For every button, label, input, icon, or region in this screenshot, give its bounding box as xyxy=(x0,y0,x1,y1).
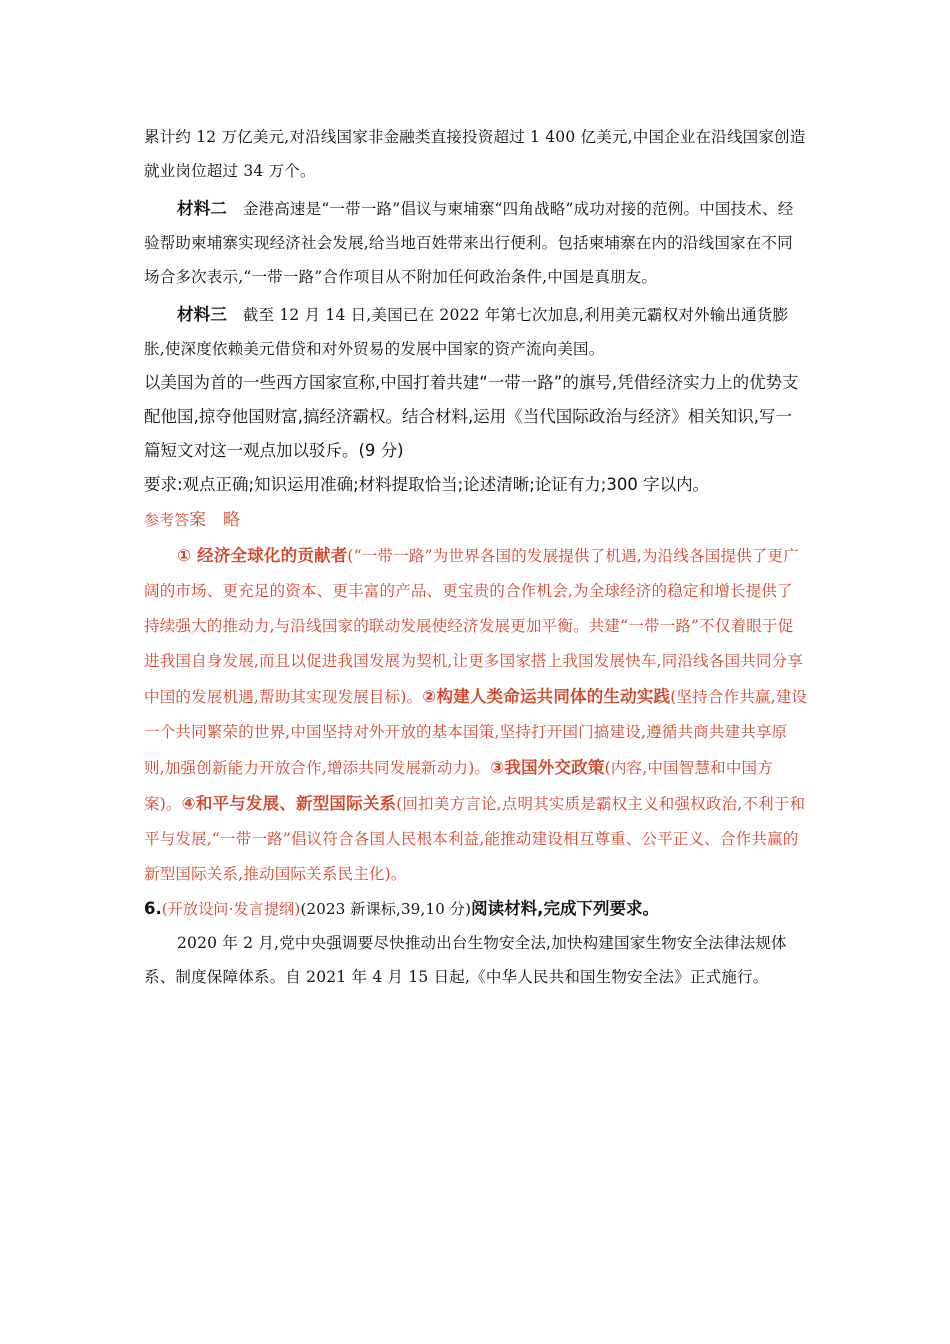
answer-keyword-2: ②构建人类命运共同体的生动实践 xyxy=(422,687,671,706)
answer-keyword-4: ④和平与发展、新型国际关系 xyxy=(181,794,397,813)
material-two-label: 材料二 xyxy=(177,199,228,218)
material-three-label: 材料三 xyxy=(177,305,228,324)
requirement-text: 要求:观点正确;知识运用准确;材料提取恰当;论述清晰;论证有力;300 字以内。 xyxy=(144,475,710,494)
material-one-continuation: 累计约 12 万亿美元,对沿线国家非金融类直接投资超过 1 400 亿美元,中国企业在沿线国家创造就业岗位超过 34 万个。 xyxy=(144,128,806,180)
answer-keyword-3: ③我国外交政策 xyxy=(490,758,605,777)
question-six-tag: (开放设问·发言提纲) xyxy=(161,900,301,918)
material-three xyxy=(144,298,808,366)
answer-heading xyxy=(144,502,808,538)
question-six-heading xyxy=(144,892,808,926)
question-text: 以美国为首的一些西方国家宣称,中国打着共建“一带一路”的旗号,凭借经济实力上的优势支配他国,掠夺他国财富,搞经济霸权。结合材料,运用《当代国际政治与经济》相关知识,写一篇短文对这一观点加以驳斥。(9 分) xyxy=(144,373,799,460)
answer-keyword-1: ① 经济全球化的贡献者 xyxy=(177,546,348,565)
answer-text-2: (坚持合作共赢,建设一个共同繁荣的世界,中国坚持对外开放的基本国策,坚持打开国门搞建设,遵循共商共建共享原则,加强创新能力开放合作,增添共同发展新动力)。 xyxy=(144,688,808,777)
question-six-material: 2020 年 2 月,党中央强调要尽快推动出台生物安全法,加快构建国家生物安全法律法规体系、制度保障体系。自 2021 年 4 月 15 日起,《中华人民共和国生物安全法》正式施行。 xyxy=(144,934,787,986)
answer-body xyxy=(144,538,808,892)
material-two-text: 金港高速是“一带一路”倡议与柬埔寨“四角战略”成功对接的范例。中国技术、经验帮助柬埔寨实现经济社会发展,给当地百姓带来出行便利。包括柬埔寨在内的沿线国家在不同场合多次表示,“一带一路”合作项目从不附加任何政治条件,中国是真朋友。 xyxy=(144,200,794,286)
answer-text-3: (内容,中国智慧和中国方案)。 xyxy=(144,759,773,813)
answer-text-1: (“一带一路”为世界各国的发展提供了机遇,为沿线各国提供了更广阔的市场、更充足的资本、更丰富的产品、更宝贵的合作机会,为全球经济的稳定和增长提供了持续强大的推动力,与沿线国家的联动发展使经济发展更加平衡。共建“一带一路”不仅着眼于促进我国自身发展,而且以促进我国发展为契机,让更多国家搭上我国发展快车,同沿线各国共同分享中国的发展机遇,帮助其实现发展目标)。 xyxy=(144,547,804,706)
material-two xyxy=(144,192,808,294)
question-six-number: 6. xyxy=(144,899,162,918)
answer-label: 参考答 xyxy=(144,511,190,529)
answer-text-4: (回扣美方言论,点明其实质是霸权主义和强权政治,不利于和平与发展,“一带一路”倡议符合各国人民根本利益,能推动建设相互尊重、公平正义、合作共赢的新型国际关系,推动国际关系民主化)。 xyxy=(144,795,806,883)
answer-label-emphasis: 案 略 xyxy=(189,510,241,530)
material-three-text: 截至 12 月 14 日,美国已在 2022 年第七次加息,利用美元霸权对外输出通货膨胀,使深度依赖美元借贷和对外贸易的发展中国家的资产流向美国。 xyxy=(144,306,789,358)
document-page xyxy=(144,120,808,994)
question-six-instruction: 阅读材料,完成下列要求。 xyxy=(471,899,659,918)
question-six-source: (2023 新课标,39,10 分) xyxy=(300,900,472,918)
